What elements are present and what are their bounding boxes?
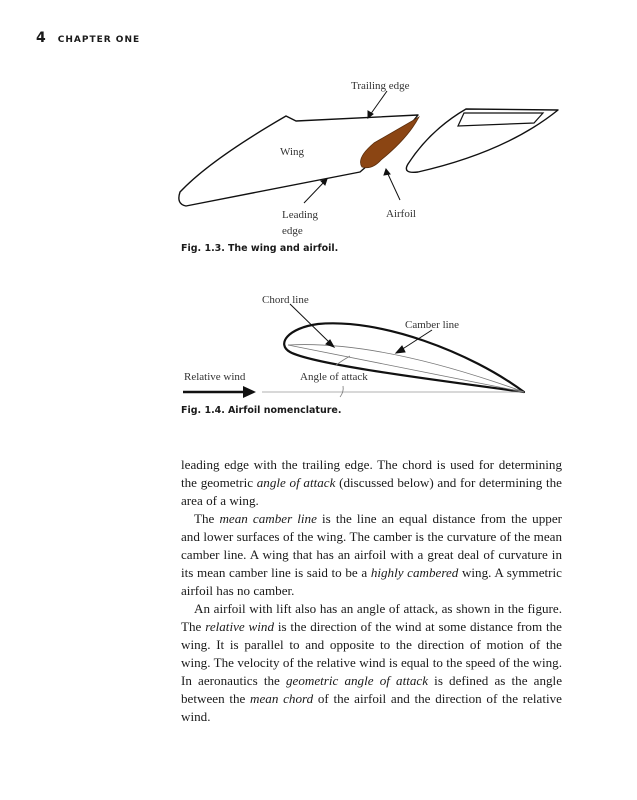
camber-line-leader <box>401 330 432 350</box>
figure-1-4-title: Airfoil nomenclature. <box>227 405 342 416</box>
label-leading: Leading <box>282 209 319 221</box>
label-relative-wind: Relative wind <box>184 371 246 383</box>
relative-wind-arrowhead <box>243 386 256 398</box>
paragraph-1 <box>181 456 562 510</box>
text-span: The <box>194 511 220 526</box>
chord-line-arrowhead <box>326 340 334 347</box>
text-span: is the line an equal distance from the upper and lower surfaces of the wing. The camber is the curvature of the mean camber line. A wing that has an airfoil with a great deal of curvature in its mean camber line is said to be a <box>181 511 562 580</box>
term-geometric-angle-of-attack: geometric angle of attack <box>285 673 429 688</box>
text-span: of the airfoil and the direction of the relative wind. <box>181 691 562 724</box>
label-edge: edge <box>282 225 303 237</box>
figure-1-4-number: Fig. 1.4. <box>181 405 225 416</box>
label-chord-line: Chord line <box>262 294 309 306</box>
text-span: wing. A symmetric airfoil has no camber. <box>181 565 562 598</box>
running-head: CHAPTER ONE <box>57 35 141 45</box>
term-mean-chord: mean chord <box>250 691 314 706</box>
body-text <box>181 456 562 726</box>
term-highly-cambered: highly cambered <box>370 565 459 580</box>
paragraph-2 <box>181 510 562 600</box>
label-wing: Wing <box>280 146 304 158</box>
figure-1-3-number: Fig. 1.3. <box>181 243 225 254</box>
label-angle-of-attack: Angle of attack <box>300 371 368 383</box>
angle-arc-upper <box>336 356 350 365</box>
term-relative-wind: relative wind <box>205 619 275 634</box>
label-camber-line: Camber line <box>405 319 460 331</box>
paragraph-3 <box>181 600 562 726</box>
camber-line-arrowhead <box>396 346 405 353</box>
figure-1-3-title: The wing and airfoil. <box>227 243 339 254</box>
term-angle-of-attack: angle of attack <box>256 475 336 490</box>
text-span: leading edge with the trailing edge. The chord is used for determining the geometric <box>181 457 562 490</box>
label-airfoil: Airfoil <box>386 208 416 220</box>
page-number: 4 <box>36 30 46 46</box>
angle-arc <box>340 386 343 397</box>
text-span: is the direction of the wind at some distance from the wing. It is parallel to and opposite to the direction of motion of the wing. The velocity of the relative wind is equal to the speed of the wing. In aeronautics the <box>181 619 562 688</box>
text-span: (discussed below) and for determining the area of a wing. <box>181 475 562 508</box>
label-trailing-edge: Trailing edge <box>351 80 410 92</box>
text-span: An airfoil with lift also has an angle of attack, as shown in the figure. The <box>181 601 562 634</box>
figure-1-4-caption <box>181 405 341 416</box>
text-span: is defined as the angle between the <box>181 673 563 706</box>
term-mean-camber-line: mean camber line <box>219 511 317 526</box>
